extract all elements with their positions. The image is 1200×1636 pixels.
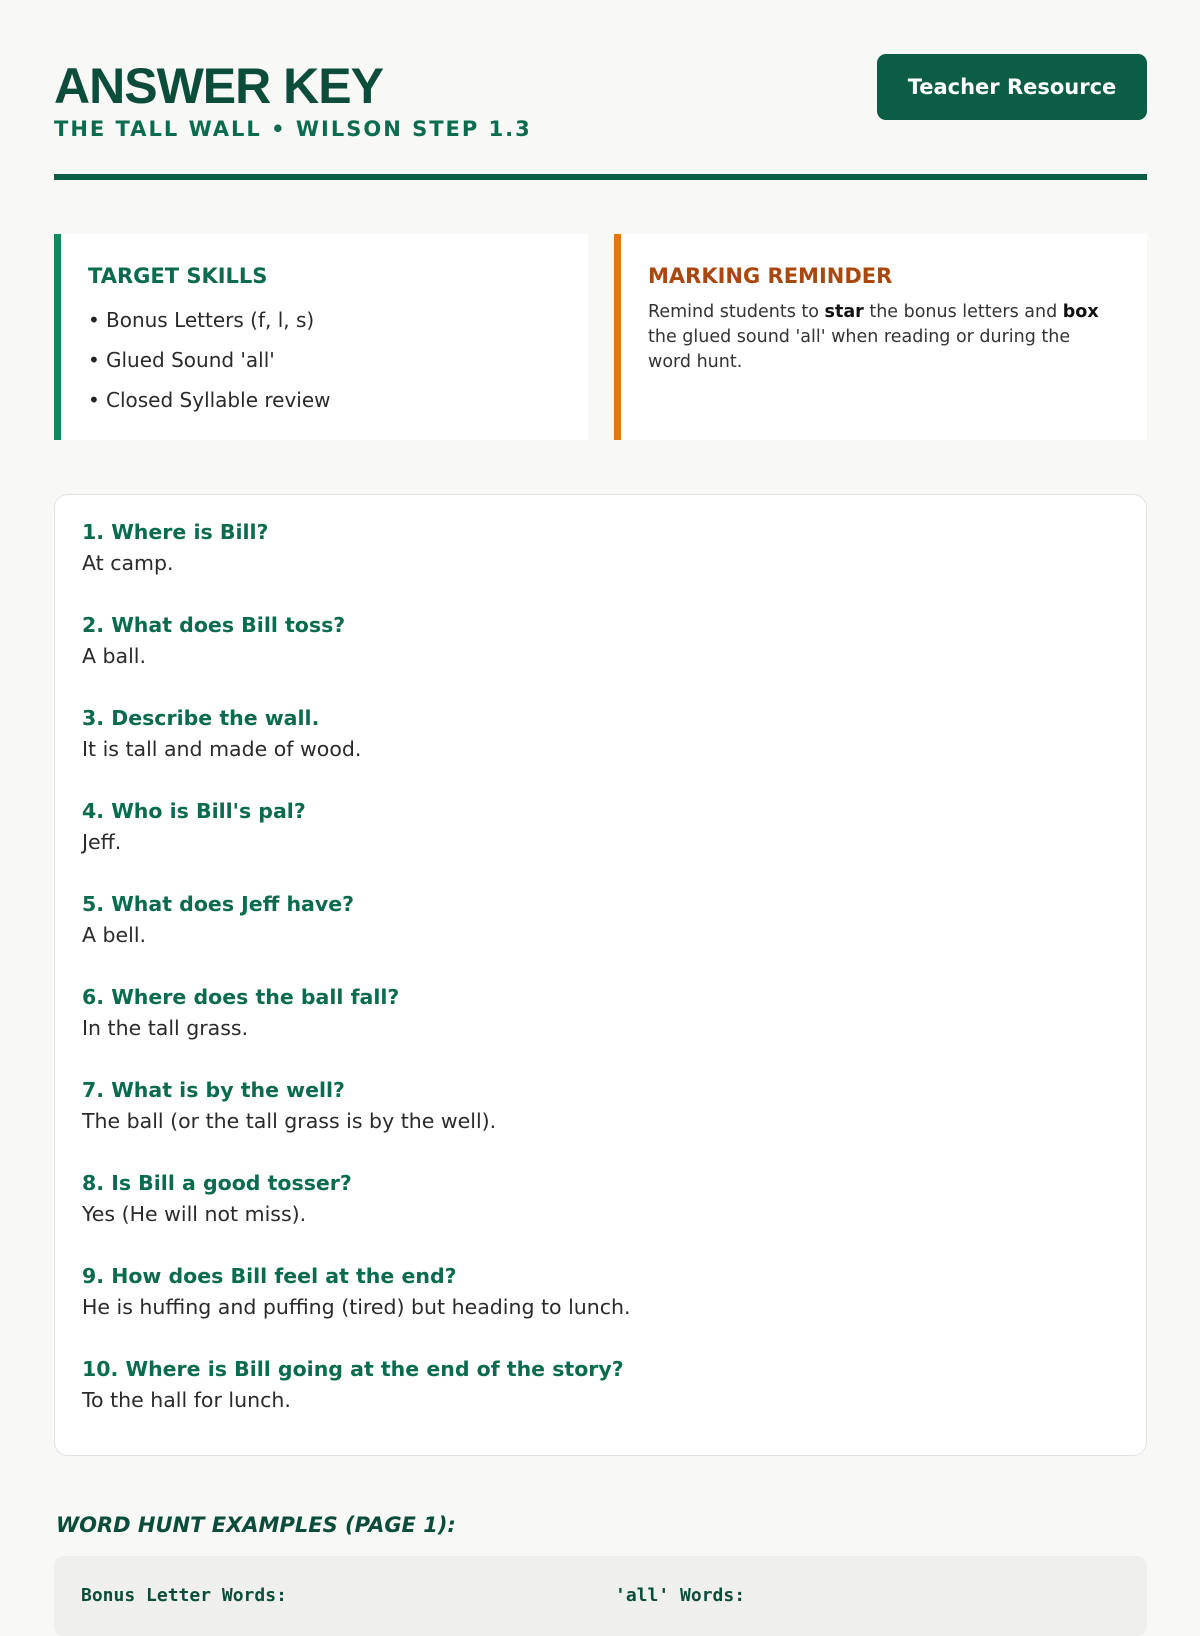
qa-item xyxy=(82,1075,1119,1168)
question: 10. Where is Bill going at the end of the story? xyxy=(82,1357,624,1381)
skill-item-label: Bonus Letters (f, l, s) xyxy=(106,308,315,332)
page-title: ANSWER KEY xyxy=(54,58,383,114)
bonus-letter-words-label: Bonus Letter Words: xyxy=(81,1585,287,1606)
word-hunt-box xyxy=(54,1556,1147,1636)
answer: A bell. xyxy=(82,923,147,947)
question: 2. What does Bill toss? xyxy=(82,613,346,637)
bullet-icon: • xyxy=(88,388,100,412)
question: 7. What is by the well? xyxy=(82,1078,345,1102)
skill-item xyxy=(88,380,588,420)
answer: It is tall and made of wood. xyxy=(82,737,362,761)
answer: A ball. xyxy=(82,644,147,668)
qa-item xyxy=(82,982,1119,1075)
answer: Yes (He will not miss). xyxy=(82,1202,307,1226)
questions-panel xyxy=(54,494,1147,1456)
emphasis-star: star xyxy=(824,302,864,322)
qa-item xyxy=(82,796,1119,889)
qa-item xyxy=(82,1261,1119,1354)
word-hunt-heading: WORD HUNT EXAMPLES (PAGE 1): xyxy=(56,1513,456,1537)
question: 5. What does Jeff have? xyxy=(82,892,355,916)
qa-item xyxy=(82,1168,1119,1261)
target-skills-heading: TARGET SKILLS xyxy=(88,264,268,288)
answer: He is huffing and puffing (tired) but heading to lunch. xyxy=(82,1295,631,1319)
bullet-icon: • xyxy=(88,308,100,332)
question: 4. Who is Bill's pal? xyxy=(82,799,306,823)
answer: The ball (or the tall grass is by the well). xyxy=(82,1109,497,1133)
question: 1. Where is Bill? xyxy=(82,520,269,544)
answer: Jeff. xyxy=(82,830,122,854)
page-subtitle: THE TALL WALL • WILSON STEP 1.3 xyxy=(54,117,532,141)
answer: In the tall grass. xyxy=(82,1016,249,1040)
page-header xyxy=(54,50,1147,180)
target-skills-card xyxy=(54,234,588,440)
header-divider xyxy=(54,174,1147,180)
qa-item xyxy=(82,610,1119,703)
qa-item xyxy=(82,517,1119,610)
target-skills-list xyxy=(88,300,588,420)
bullet-icon: • xyxy=(88,348,100,372)
all-words-label: 'all' Words: xyxy=(615,1585,746,1606)
question: 8. Is Bill a good tosser? xyxy=(82,1171,352,1195)
skill-item xyxy=(88,300,588,340)
marking-reminder-text: Remind students to star the bonus letters and box the glued sound 'all' when reading or during the word hunt. xyxy=(648,302,1099,372)
emphasis-box: box xyxy=(1062,302,1099,322)
question: 6. Where does the ball fall? xyxy=(82,985,400,1009)
skill-item-label: Closed Syllable review xyxy=(106,388,331,412)
marking-reminder-card xyxy=(614,234,1147,440)
question: 3. Describe the wall. xyxy=(82,706,320,730)
teacher-resource-button[interactable]: Teacher Resource xyxy=(877,54,1147,120)
question: 9. How does Bill feel at the end? xyxy=(82,1264,457,1288)
answer: At camp. xyxy=(82,551,174,575)
qa-item xyxy=(82,703,1119,796)
marking-reminder-heading: MARKING REMINDER xyxy=(648,264,893,288)
qa-item xyxy=(82,889,1119,982)
answer: To the hall for lunch. xyxy=(82,1388,291,1412)
qa-item xyxy=(82,1354,1119,1447)
skill-item-label: Glued Sound 'all' xyxy=(106,348,275,372)
skill-item xyxy=(88,340,588,380)
